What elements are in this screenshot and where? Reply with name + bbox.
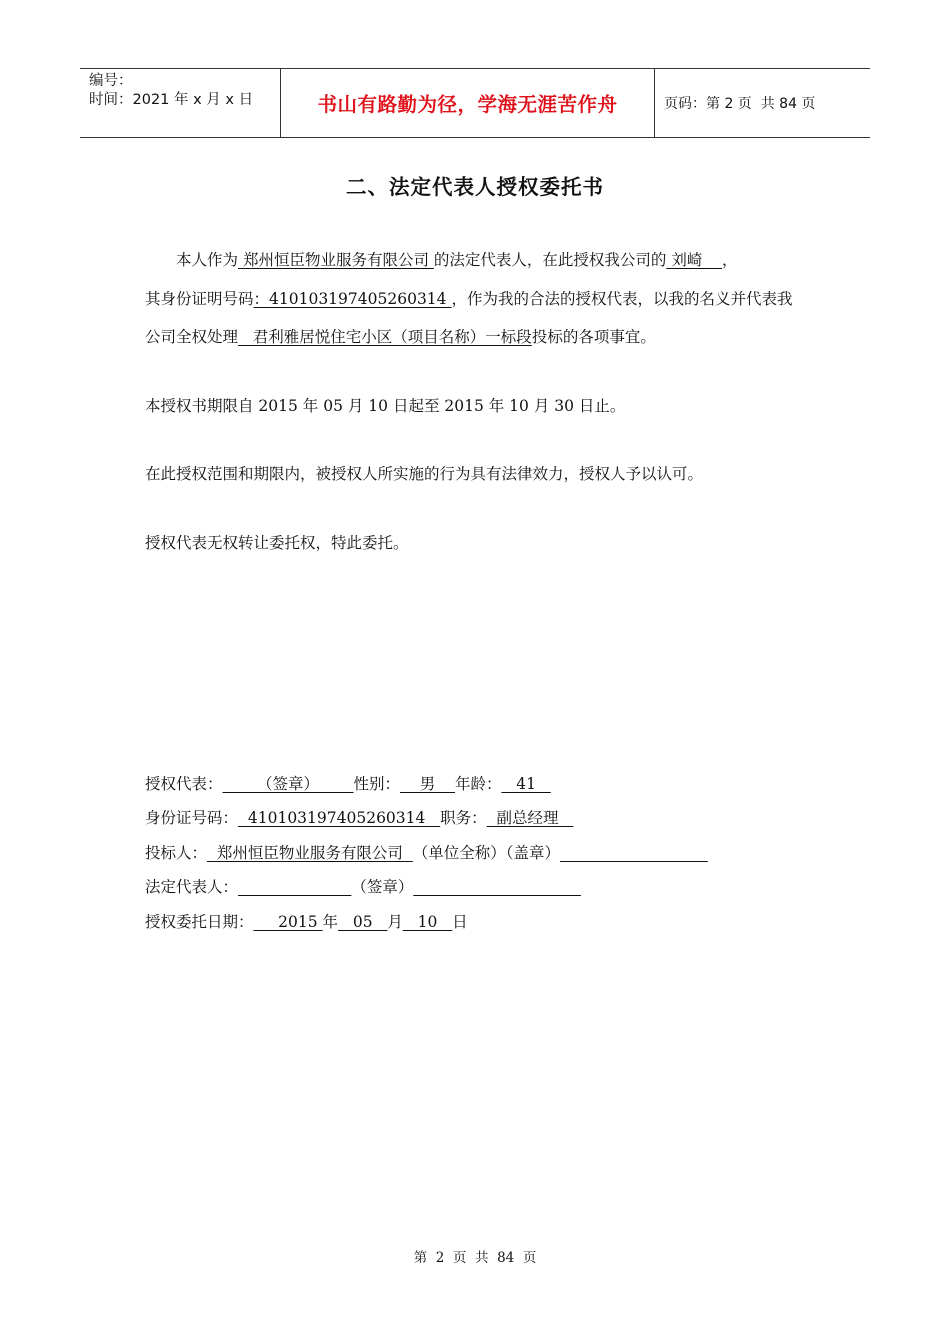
document-time-label: 时间：2021 年 x 月 x 日 — [89, 92, 254, 108]
agent-id-number: ：410103197405260314 — [253, 290, 452, 308]
year-char: 年 — [322, 913, 339, 931]
id-label: 身份证号码： — [145, 809, 239, 827]
position-label: 职务： — [440, 809, 487, 827]
day-char: 日 — [452, 913, 468, 931]
agent-name: 刘崎 — [666, 251, 723, 269]
header-page-cell — [655, 69, 870, 137]
paragraph-1-line-1 — [176, 248, 738, 270]
text: 公司全权处理 — [145, 328, 239, 346]
page-footer: 第 2 页 共 84 页 — [413, 1250, 537, 1266]
gender-label: 性别： — [353, 775, 401, 793]
company-name: 郑州恒臣物业服务有限公司 — [238, 251, 434, 269]
date-label: 授权委托日期： — [145, 913, 254, 931]
form-id-row — [145, 806, 573, 828]
form-date-row — [145, 910, 468, 932]
header-motto-cell — [281, 69, 655, 137]
text: 本人作为 — [176, 251, 239, 269]
age-value: 41 — [501, 775, 551, 793]
text: ，作为我的合法的授权代表，以我的名义并代表我 — [451, 290, 793, 308]
bidder-seal-blank — [560, 844, 708, 862]
text: 投标的各项事宜。 — [531, 328, 656, 346]
id-value: 410103197405260314 — [238, 809, 441, 827]
text: ， — [722, 251, 738, 269]
date-month: 05 — [338, 913, 388, 931]
date-day: 10 — [402, 913, 453, 931]
header-table — [80, 68, 870, 138]
month-char: 月 — [387, 913, 403, 931]
paragraph-no-transfer: 授权代表无权转让委托权，特此委托。 — [145, 534, 409, 552]
form-bidder-row — [145, 841, 708, 863]
form-rep-row — [145, 772, 551, 794]
bidder-suffix: （单位全称）（盖章） — [412, 844, 560, 862]
paragraph-1-line-3 — [145, 325, 656, 347]
rep-label: 授权代表： — [145, 775, 223, 793]
paragraph-validity: 在此授权范围和期限内，被授权人所实施的行为具有法律效力，授权人予以认可。 — [145, 465, 704, 483]
header-page-info: 页码：第 2 页 共 84 页 — [664, 96, 816, 112]
text: 其身份证明号码 — [145, 290, 254, 308]
header-motto: 书山有路勤为径，学海无涯苦作舟 — [317, 93, 618, 116]
bidder-label: 投标人： — [145, 844, 208, 862]
legal-label: 法定代表人： — [145, 878, 239, 896]
project-name: 君利雅居悦住宅小区（项目名称）一标段 — [238, 328, 532, 346]
rep-signature-field: （签章） — [222, 775, 354, 793]
legal-blank-2 — [413, 878, 581, 896]
form-legal-row — [145, 875, 581, 897]
legal-blank-1 — [238, 878, 351, 896]
document-title: 二、法定代表人授权委托书 — [346, 175, 604, 199]
position-value: 副总经理 — [486, 809, 574, 827]
gender-value: 男 — [400, 775, 455, 793]
text: 的法定代表人，在此授权我公司的 — [433, 251, 667, 269]
date-year: 2015 — [253, 913, 323, 931]
legal-sign-label: （签章） — [351, 878, 414, 896]
paragraph-1-line-2 — [145, 287, 792, 309]
paragraph-term: 本授权书期限自 2015 年 05 月 10 日起至 2015 年 10 月 30 日止。 — [145, 397, 626, 415]
document-number-label: 编号： — [89, 73, 133, 89]
bidder-value: 郑州恒臣物业服务有限公司 — [207, 844, 413, 862]
header-meta — [80, 69, 281, 137]
age-label: 年龄： — [454, 775, 502, 793]
